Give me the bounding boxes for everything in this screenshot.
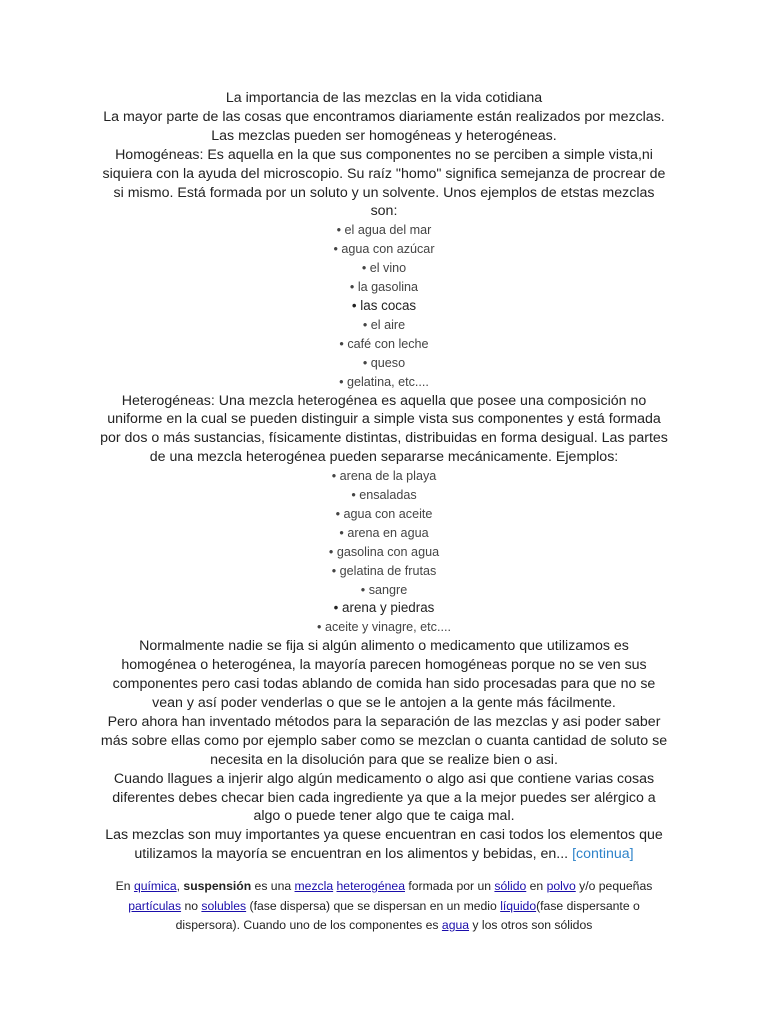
- heterogeneas-list: [100, 467, 668, 637]
- conclusion-text: Las mezclas son muy importantes ya quese encuentran en casi todos los elementos que utilizamos la mayoría se encuentran en los alimentos y bebidas, en...: [105, 827, 663, 863]
- homogeneas-list: [100, 221, 668, 391]
- excerpt-text: ,: [176, 879, 184, 893]
- list-item: • arena y piedras: [100, 599, 668, 618]
- list-item: • arena en agua: [100, 524, 668, 543]
- paragraph-metodos: Pero ahora han inventado métodos para la separación de las mezclas y asi poder saber más sobre ellas como por ejemplo saber como se mezclan o cuanta cantidad de soluto se necesita en la disolución para que se realize bien o asi.: [100, 713, 668, 768]
- intro-line-2: Las mezclas pueden ser homogéneas y heterogéneas.: [211, 127, 557, 144]
- paragraph-medicamento: Cuando llagues a injerir algo algún medicamento o algo asi que contiene varias cosas diferentes debes checar bien cada ingrediente ya que a la mejor puedes ser alérgico a algo o puede tener algo que te caiga mal.: [112, 770, 656, 825]
- list-item: • el agua del mar: [100, 221, 668, 240]
- list-item: • sangre: [100, 581, 668, 600]
- list-item: • el aire: [100, 316, 668, 335]
- suspension-excerpt: [110, 877, 658, 936]
- paragraph-normalmente: Normalmente nadie se fija si algún alimento o medicamento que utilizamos es homogénea o heterogénea, la mayoría parecen homogéneas porque no se ven sus componentes pero casi todas ablando de comida han sido procesadas para que no se vean y así poder venderlas o que se le antojen a la gente más fácilmente.: [112, 638, 656, 711]
- link-particulas[interactable]: partículas: [128, 898, 182, 913]
- link-liquido[interactable]: líquido: [500, 898, 537, 913]
- excerpt-text: (fase dispersa) que se dispersan en un medio: [246, 898, 501, 913]
- list-item: • agua con aceite: [100, 505, 668, 524]
- list-item: • gasolina con agua: [100, 543, 668, 562]
- heterogeneas-paragraph: Heterogéneas: Una mezcla heterogénea es aquella que posee una composición no uniforme en la cual se pueden distinguir a simple vista sus componentes y está formada por dos o más sustancias, físicamente distintas, distribuidas en forma desigual. Las partes de una mezcla heterogénea pueden separarse mecánicamente. Ejemplos:: [100, 392, 668, 466]
- intro-line-1: La mayor parte de las cosas que encontramos diariamente están realizados por mezclas.: [103, 108, 665, 125]
- link-solido[interactable]: sólido: [494, 879, 527, 893]
- article-body: [100, 89, 668, 864]
- list-item: • café con leche: [100, 335, 668, 354]
- excerpt-text: en: [526, 879, 547, 893]
- list-item: • agua con azúcar: [100, 240, 668, 259]
- list-item: • el vino: [100, 259, 668, 278]
- link-agua[interactable]: agua: [441, 918, 470, 933]
- excerpt-text: y/o pequeñas: [575, 879, 653, 893]
- excerpt-text: En: [115, 879, 134, 893]
- excerpt-text: no: [181, 898, 202, 913]
- excerpt-text: formada por un: [404, 879, 495, 893]
- continue-link[interactable]: [continua]: [572, 846, 634, 863]
- list-item: • la gasolina: [100, 278, 668, 297]
- link-quimica[interactable]: química: [133, 879, 177, 893]
- suspension-paragraph: [110, 877, 658, 936]
- list-item: • ensaladas: [100, 486, 668, 505]
- paragraph-conclusion: [100, 826, 668, 864]
- list-item: • gelatina de frutas: [100, 562, 668, 581]
- excerpt-text: es una: [251, 879, 295, 893]
- list-item: • arena de la playa: [100, 467, 668, 486]
- excerpt-text: y los otros son sólidos: [469, 918, 593, 933]
- term-suspension: suspensión: [183, 879, 252, 893]
- homogeneas-paragraph: Homogéneas: Es aquella en la que sus componentes no se perciben a simple vista,ni siquiera con la ayuda del microscopio. Su raíz "homo" significa semejanza de procrear de si mismo. Está formada por un soluto y un solvente. Unos ejemplos de etstas mezclas son:: [102, 146, 666, 220]
- list-item: • las cocas: [100, 297, 668, 316]
- article-title: La importancia de las mezclas en la vida cotidiana: [225, 90, 543, 106]
- list-item: • aceite y vinagre, etc....: [100, 618, 668, 637]
- link-solubles[interactable]: solubles: [201, 898, 247, 913]
- link-heterogenea[interactable]: heterogénea: [336, 879, 405, 893]
- link-polvo[interactable]: polvo: [546, 879, 576, 893]
- list-item: • gelatina, etc....: [100, 373, 668, 392]
- link-mezcla[interactable]: mezcla: [294, 879, 334, 893]
- list-item: • queso: [100, 354, 668, 373]
- excerpt-text: (fase dispersante o dispersora). Cuando uno de los componentes es: [175, 898, 640, 933]
